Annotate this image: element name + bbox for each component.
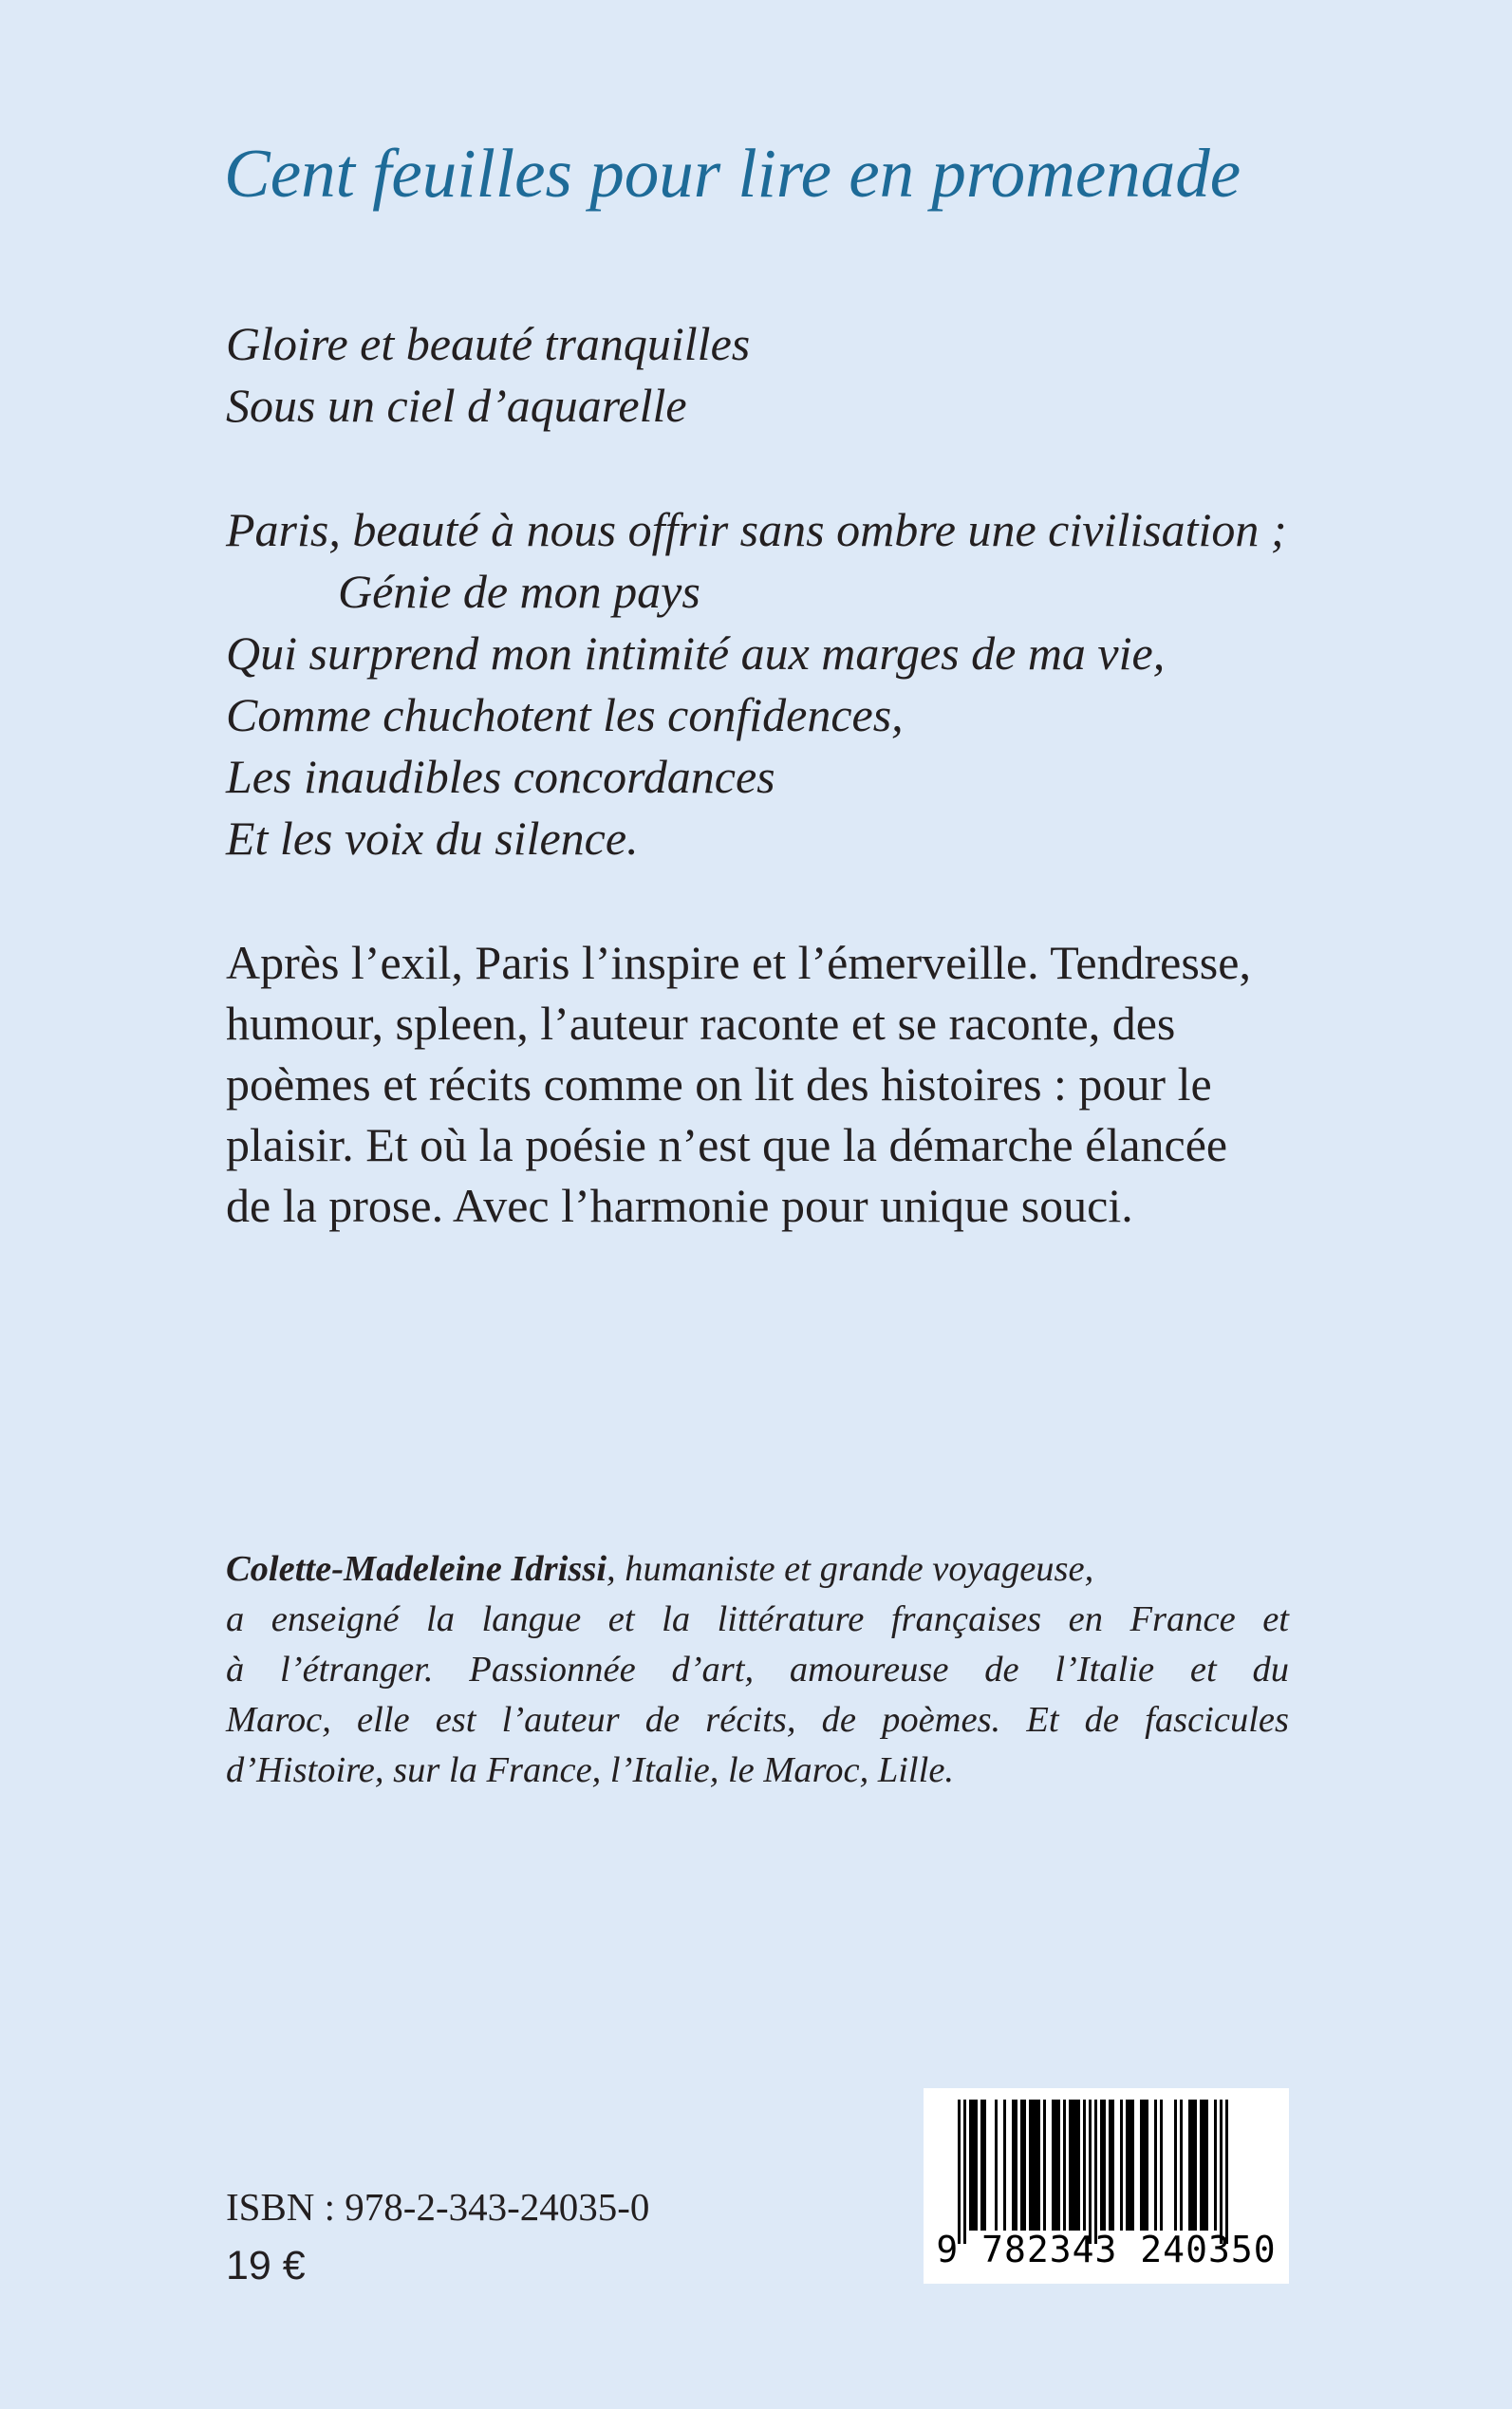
barcode-bar: [1032, 2100, 1035, 2231]
barcode-bar: [1180, 2100, 1183, 2231]
barcode-bar: [1160, 2100, 1163, 2231]
bio-line: d’Histoire, sur la France, l’Italie, le Maroc, Lille.: [226, 1750, 955, 1790]
barcode-bar: [1029, 2100, 1032, 2231]
barcode-bar: [1100, 2100, 1103, 2231]
poem-line: Qui surprend mon intimité aux marges de ma vie,: [226, 626, 1166, 680]
barcode-bar: [1140, 2100, 1143, 2231]
poem-line: Et les voix du silence.: [226, 812, 639, 865]
barcode-bar: [1214, 2100, 1217, 2231]
barcode-bar: [1057, 2100, 1060, 2231]
barcode-bar: [1203, 2100, 1205, 2231]
bio-line-text: , humaniste et grande voyageuse,: [607, 1549, 1094, 1589]
barcode-bar: [1055, 2100, 1057, 2231]
poem-stanza-1: [226, 313, 750, 437]
barcode-guard-bar: [1225, 2100, 1228, 2244]
barcode-guard-bar: [1220, 2100, 1223, 2244]
poem-line: Comme chuchotent les confidences,: [226, 688, 904, 741]
barcode-bar: [1012, 2100, 1015, 2231]
bio-line: à l’étranger. Passionnée d’art, amoureuse de l’Italie et du: [226, 1650, 1289, 1690]
barcode-bar: [1083, 2100, 1086, 2231]
barcode-bar: [1109, 2100, 1111, 2231]
poem-line: Paris, beauté à nous offrir sans ombre une civilisation ;: [226, 503, 1287, 556]
barcode-bar: [1188, 2100, 1191, 2231]
barcode-bar: [1003, 2100, 1006, 2231]
barcode-guard-bar: [1094, 2100, 1097, 2244]
poem-line: Sous un ciel d’aquarelle: [226, 379, 687, 432]
barcode-bar: [980, 2100, 983, 2231]
barcode-bar: [983, 2100, 986, 2231]
barcode-bar: [972, 2100, 975, 2231]
barcode-bar: [995, 2100, 998, 2231]
bio-line: [226, 1544, 1289, 1595]
poem-line-indented: Génie de mon pays: [338, 565, 700, 618]
barcode-guard-bar: [958, 2100, 961, 2244]
barcode-bar: [1023, 2100, 1026, 2231]
barcode-digits: 9 782343 240350: [936, 2229, 1277, 2270]
barcode-bar: [1020, 2100, 1023, 2231]
barcode-guard-bar: [963, 2100, 966, 2244]
barcode-bar: [1143, 2100, 1146, 2231]
summary-line: humour, spleen, l’auteur raconte et se raconte, des: [226, 997, 1176, 1050]
barcode-bar: [1154, 2100, 1157, 2231]
barcode-bar: [1120, 2100, 1123, 2231]
poem-stanza-2: [226, 499, 1287, 869]
barcode: [924, 2088, 1289, 2284]
barcode-bar: [1126, 2100, 1129, 2231]
poem-line: Les inaudibles concordances: [226, 750, 775, 803]
price-text: 19 €: [226, 2243, 306, 2288]
barcode-bar: [1052, 2100, 1055, 2231]
barcode-bar: [1146, 2100, 1148, 2231]
barcode-bar: [1129, 2100, 1131, 2231]
barcode-bar: [1174, 2100, 1177, 2231]
author-bio: [226, 1544, 1289, 1796]
barcode-bar: [1035, 2100, 1037, 2231]
author-name: Colette-Madeleine Idrissi: [226, 1549, 607, 1589]
barcode-bar: [1191, 2100, 1194, 2231]
summary-line: de la prose. Avec l’harmonie pour unique souci.: [226, 1179, 1133, 1232]
barcode-bar: [1077, 2100, 1080, 2231]
barcode-bar: [1063, 2100, 1066, 2231]
barcode-bar: [1074, 2100, 1077, 2231]
bio-line: Maroc, elle est l’auteur de récits, de poèmes. Et de fascicules: [226, 1700, 1289, 1740]
summary-line: poèmes et récits comme on lit des histoires : pour le: [226, 1057, 1212, 1111]
barcode-bar: [1131, 2100, 1134, 2231]
summary-line: Après l’exil, Paris l’inspire et l’émerveille. Tendresse,: [226, 936, 1251, 989]
book-summary: [226, 932, 1308, 1236]
barcode-bar: [1205, 2100, 1208, 2231]
barcode-bar: [1037, 2100, 1040, 2231]
barcode-bar: [969, 2100, 972, 2231]
barcode-bar: [1103, 2100, 1106, 2231]
barcode-bar: [1111, 2100, 1114, 2231]
barcode-bar: [1072, 2100, 1074, 2231]
poem-line: Gloire et beauté tranquilles: [226, 317, 751, 370]
summary-line: plaisir. Et où la poésie n’est que la démarche élancée: [226, 1118, 1228, 1171]
barcode-bar: [1069, 2100, 1072, 2231]
barcode-bar: [975, 2100, 978, 2231]
barcode-guard-bar: [1089, 2100, 1092, 2244]
barcode-bar: [1043, 2100, 1046, 2231]
barcode-bar: [1015, 2100, 1017, 2231]
book-title: Cent feuilles pour lire en promenade: [224, 135, 1241, 212]
bio-line: a enseigné la langue et la littérature françaises en France et: [226, 1599, 1289, 1639]
barcode-bar: [1194, 2100, 1197, 2231]
isbn-text: ISBN : 978-2-343-24035-0: [226, 2185, 650, 2229]
barcode-bar: [1200, 2100, 1203, 2231]
